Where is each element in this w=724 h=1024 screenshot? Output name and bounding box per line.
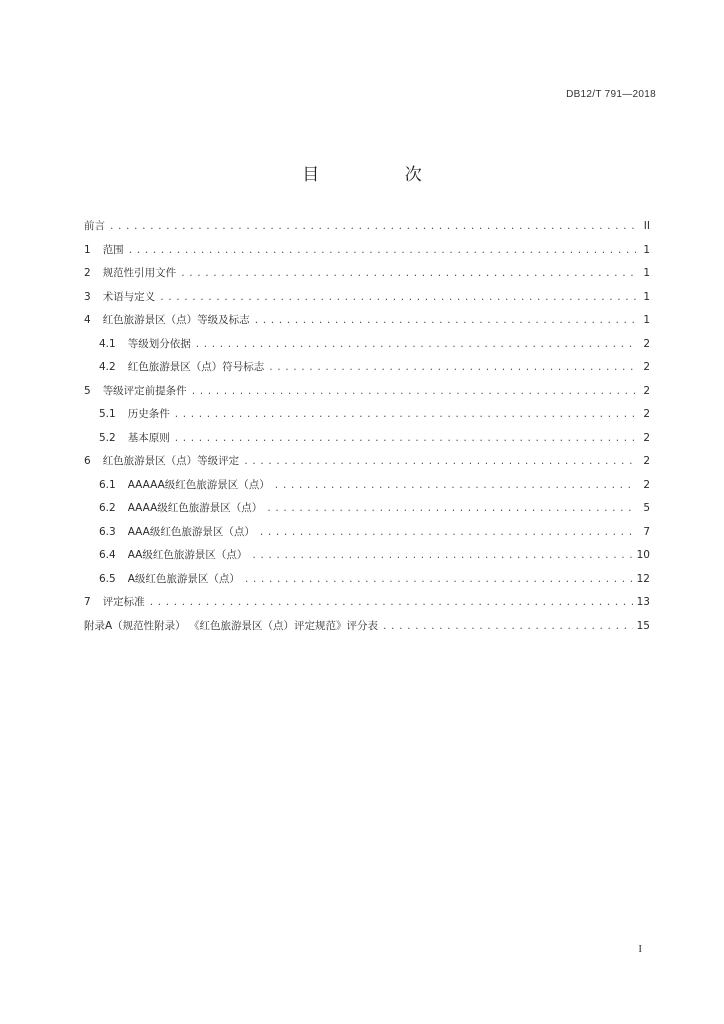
toc-entry-number: 6.3 [99, 525, 116, 538]
toc-entry-number: 4 [84, 314, 91, 326]
toc-entry-label: 红色旅游景区（点）等级及标志 [102, 314, 250, 326]
toc-entry[interactable] [84, 431, 650, 455]
page-number: I [638, 943, 642, 955]
toc-entry-page: 2 [643, 478, 650, 491]
toc-entry[interactable] [84, 360, 650, 384]
toc-entry-label: A级红色旅游景区（点） [127, 572, 240, 585]
toc-entry-number: 6.5 [99, 572, 116, 585]
toc-entry[interactable] [84, 548, 650, 572]
toc-entry-label: 等级划分依据 [127, 337, 191, 350]
toc-entry-page: 2 [643, 408, 650, 420]
toc-entry-number: 5 [84, 384, 91, 397]
page-title: 目 次 [302, 165, 462, 185]
toc-entry-number: 1 [84, 243, 91, 256]
toc-dot-leader [251, 549, 632, 563]
toc-entry-label: AAAA级红色旅游景区（点） [127, 502, 263, 514]
toc-entry-number: 6 [84, 455, 91, 467]
toc-entry-label: 术语与定义 [102, 290, 156, 303]
toc-dot-leader [259, 526, 636, 540]
toc-dot-leader [268, 361, 636, 375]
toc-entry-number: 7 [84, 596, 91, 608]
toc-entry[interactable] [84, 243, 650, 267]
toc-entry[interactable] [84, 219, 650, 243]
toc-entry-label: 规范性引用文件 [102, 267, 177, 279]
toc-dot-leader [382, 620, 633, 634]
toc-entry[interactable] [84, 337, 650, 361]
toc-entry-page: 12 [636, 572, 650, 585]
toc-entry-label: 红色旅游景区（点）等级评定 [102, 455, 240, 467]
toc-entry[interactable] [84, 619, 650, 643]
toc-entry-page: 1 [643, 290, 650, 303]
toc-entry[interactable] [84, 454, 650, 478]
toc-entry-page: 1 [643, 243, 650, 256]
toc-entry-label: 历史条件 [127, 408, 170, 420]
toc-entry[interactable] [84, 407, 650, 431]
toc-entry-page: 2 [643, 384, 650, 397]
toc-entry-label: AAAAA级红色旅游景区（点） [127, 478, 270, 491]
toc-entry-page: 5 [643, 502, 650, 514]
toc-dot-leader [149, 596, 633, 610]
toc-entry-page: 7 [643, 525, 650, 538]
toc-entry-label: 等级评定前提条件 [102, 384, 187, 397]
toc-dot-leader [195, 338, 636, 352]
toc-dot-leader [244, 573, 633, 587]
toc-entry-number: 6.4 [99, 549, 116, 561]
toc-dot-leader [174, 408, 636, 422]
toc-entry[interactable] [84, 478, 650, 502]
document-code: DB12/T 791—2018 [566, 89, 656, 100]
toc-dot-leader [266, 502, 636, 516]
toc-entry-page: 10 [636, 549, 650, 561]
toc-entry[interactable] [84, 501, 650, 525]
toc-dot-leader [274, 479, 636, 493]
toc-entry-page: 2 [643, 431, 650, 444]
toc-entry-page: 1 [643, 267, 650, 279]
toc-entry[interactable] [84, 595, 650, 619]
toc-entry-number: 3 [84, 290, 91, 303]
toc-dot-leader [159, 291, 636, 305]
toc-entry[interactable] [84, 384, 650, 408]
toc-entry-label: 评定标准 [102, 596, 145, 608]
toc-dot-leader [180, 267, 636, 281]
toc-entry-page: 15 [636, 619, 650, 632]
toc-entry-page: II [643, 220, 650, 232]
toc-dot-leader [109, 220, 636, 234]
toc-entry-number: 4.2 [99, 361, 116, 373]
toc-entry-label: 范围 [102, 243, 124, 256]
toc-entry-number: 6.1 [99, 478, 116, 491]
toc-dot-leader [243, 455, 636, 469]
toc-entry-label: AAA级红色旅游景区（点） [127, 525, 255, 538]
toc-entry-number: 5.2 [99, 431, 116, 444]
toc-entry[interactable] [84, 266, 650, 290]
table-of-contents [84, 219, 650, 642]
toc-entry[interactable] [84, 290, 650, 314]
toc-entry-page: 2 [643, 337, 650, 350]
toc-entry[interactable] [84, 313, 650, 337]
toc-entry-page: 1 [643, 314, 650, 326]
toc-entry-label: AA级红色旅游景区（点） [127, 549, 248, 561]
toc-dot-leader [191, 385, 636, 399]
toc-entry-label: 基本原则 [127, 431, 170, 444]
toc-entry-number: 5.1 [99, 408, 116, 420]
toc-entry[interactable] [84, 572, 650, 596]
toc-dot-leader [128, 244, 636, 258]
toc-entry-page: 2 [643, 455, 650, 467]
toc-entry-page: 2 [643, 361, 650, 373]
toc-entry-number: 2 [84, 267, 91, 279]
toc-entry-number: 4.1 [99, 337, 116, 350]
toc-entry-label: 前言 [84, 220, 105, 232]
toc-entry-number: 6.2 [99, 502, 116, 514]
toc-entry[interactable] [84, 525, 650, 549]
toc-dot-leader [174, 432, 636, 446]
toc-entry-page: 13 [636, 596, 650, 608]
toc-entry-label: 附录A（规范性附录） 《红色旅游景区（点）评定规范》评分表 [84, 619, 379, 632]
toc-entry-label: 红色旅游景区（点）符号标志 [127, 361, 265, 373]
toc-dot-leader [254, 314, 636, 328]
